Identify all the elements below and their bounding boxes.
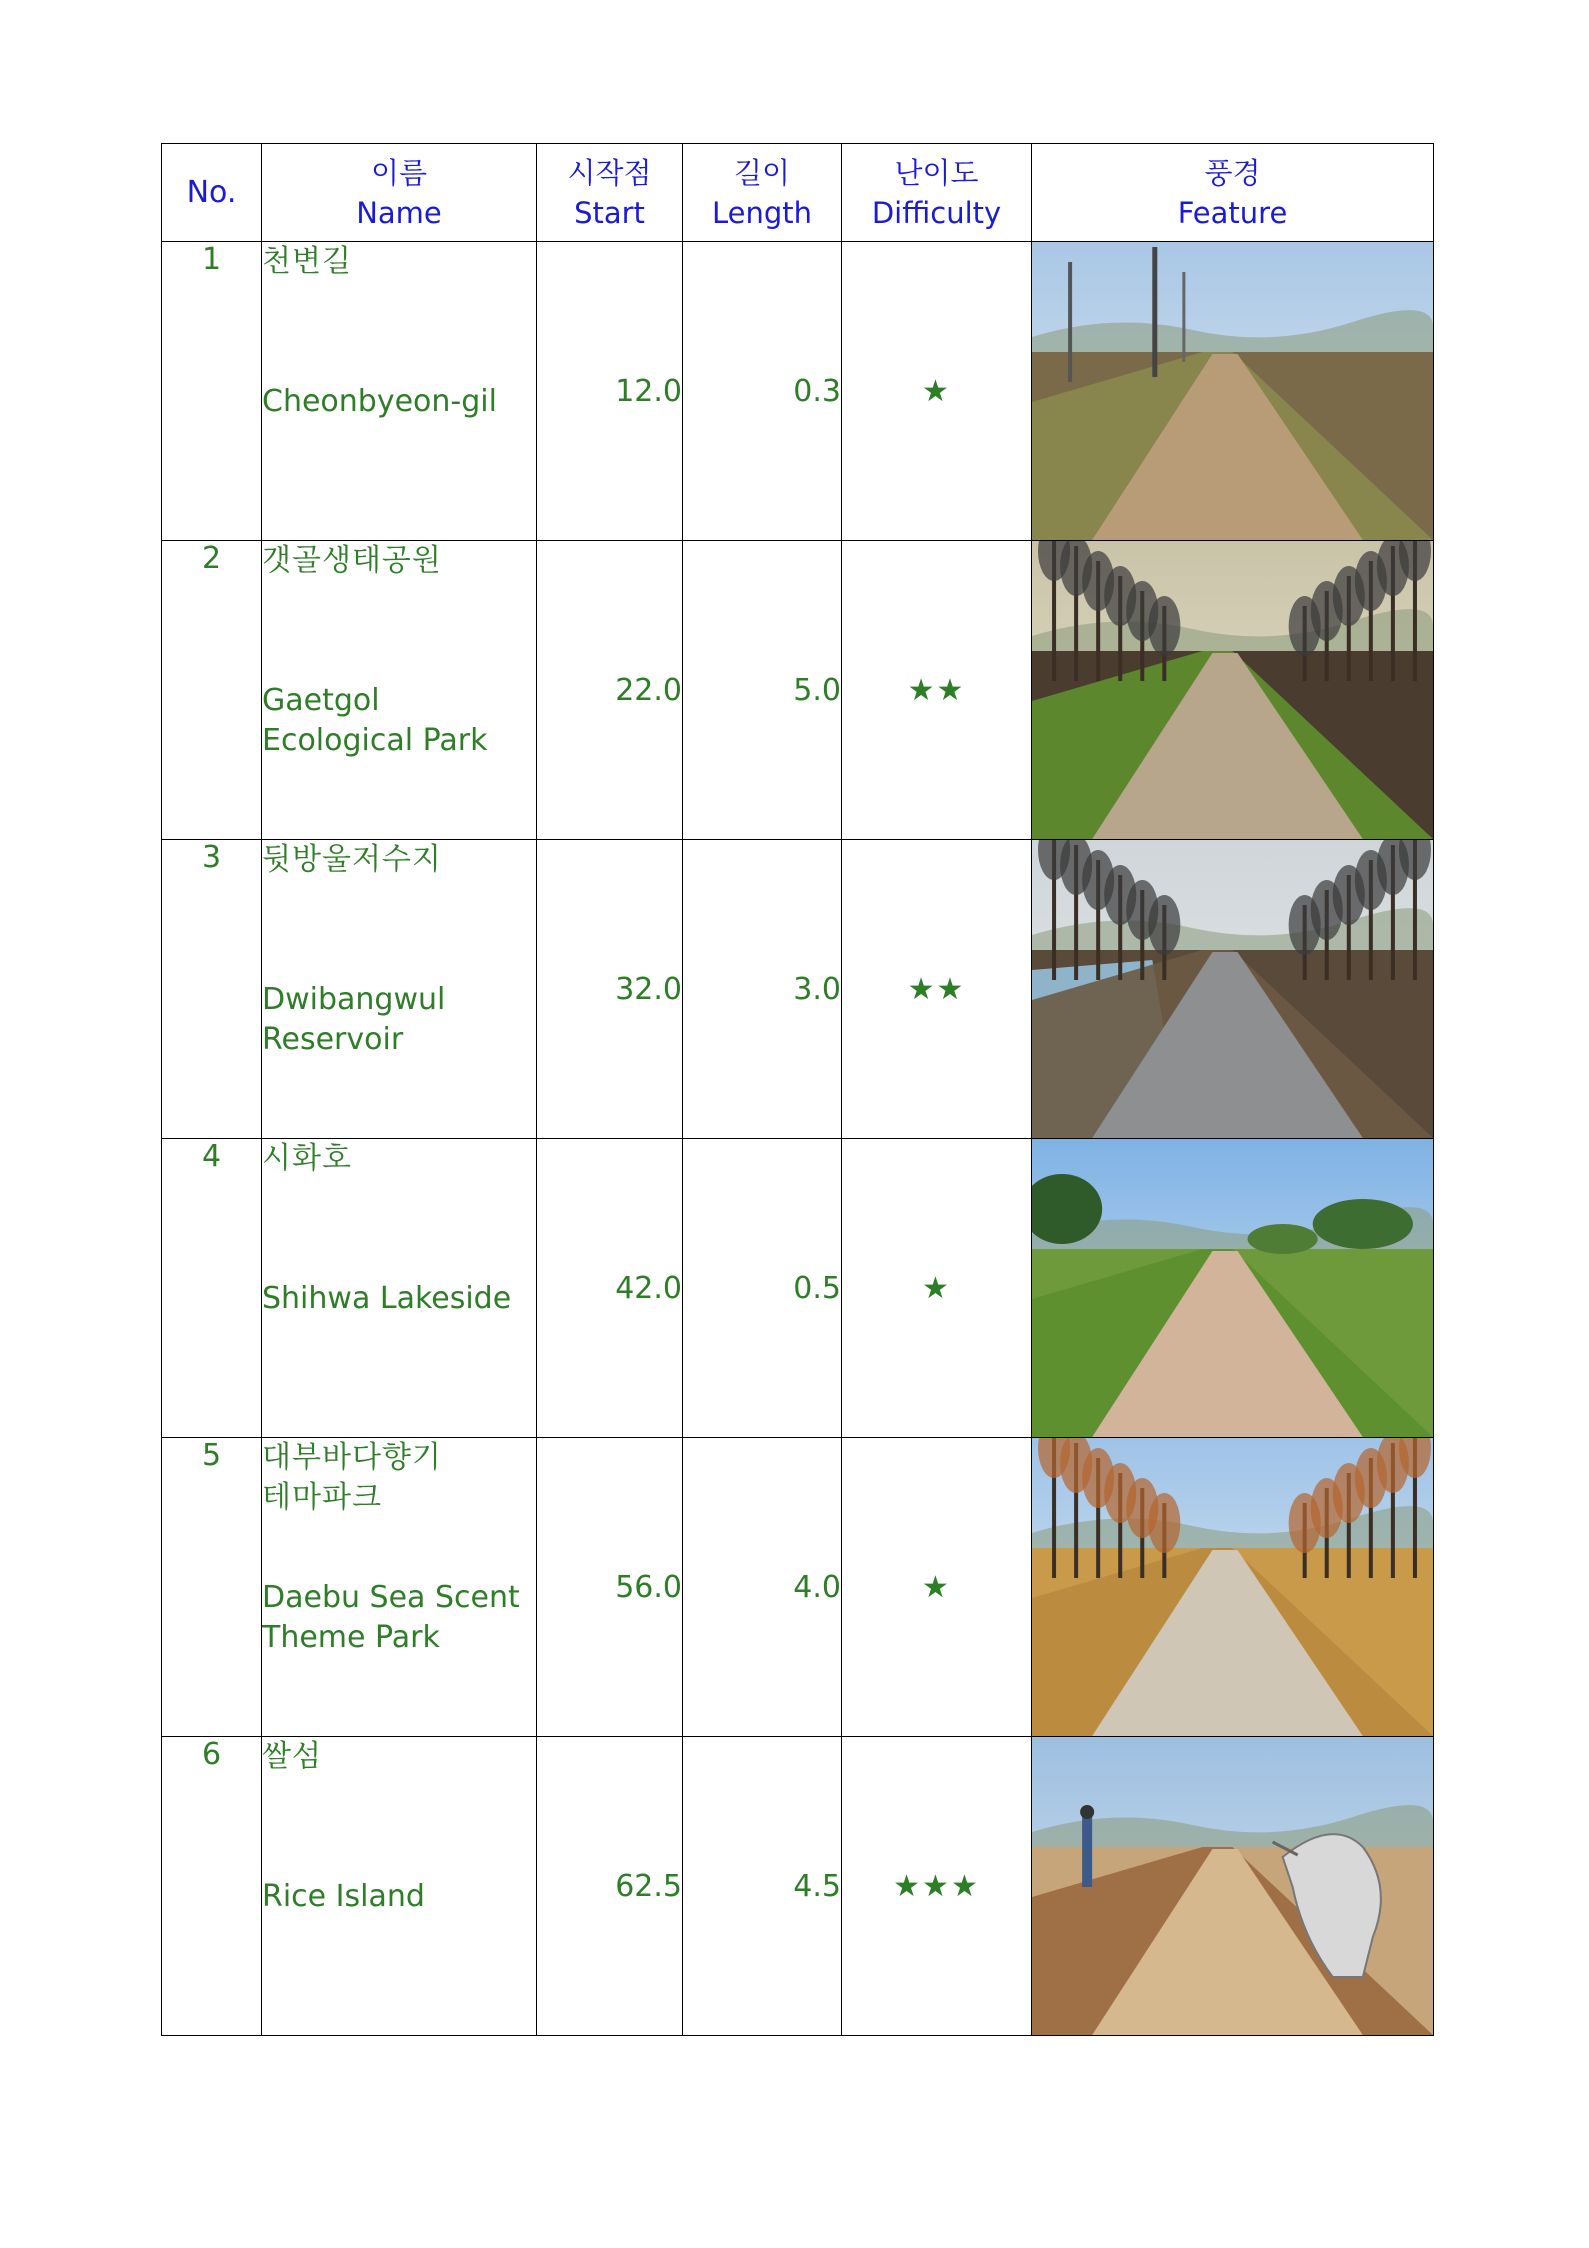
row-name-en: Dwibangwul Reservoir (262, 982, 446, 1057)
table-row (162, 1737, 1434, 2036)
row-name-en: Cheonbyeon-gil (262, 384, 497, 419)
row-number: 4 (162, 1139, 262, 1438)
row-start: 62.5 (537, 1737, 683, 2036)
row-name (262, 1438, 537, 1737)
landscape-photo (1032, 1139, 1433, 1437)
table-row (162, 541, 1434, 840)
row-name (262, 840, 537, 1139)
row-feature-photo (1032, 541, 1434, 840)
row-name-kr: 쌀섬 (262, 1739, 322, 1774)
row-number: 6 (162, 1737, 262, 2036)
header-start (537, 144, 683, 242)
row-name-kr: 대부바다향기 테마파크 (262, 1440, 442, 1515)
row-start: 56.0 (537, 1438, 683, 1737)
row-number: 1 (162, 242, 262, 541)
header-length-en: Length (711, 195, 813, 230)
row-name (262, 541, 537, 840)
header-feature-en: Feature (1177, 195, 1288, 230)
landscape-photo (1032, 840, 1433, 1138)
row-difficulty: ★★★ (842, 1737, 1032, 2036)
table-row (162, 1438, 1434, 1737)
row-name (262, 1737, 537, 2036)
table-row (162, 840, 1434, 1139)
row-name (262, 1139, 537, 1438)
header-length-kr: 길이 (733, 155, 791, 190)
row-start: 42.0 (537, 1139, 683, 1438)
row-length: 3.0 (683, 840, 842, 1139)
row-number: 3 (162, 840, 262, 1139)
header-difficulty (842, 144, 1032, 242)
landscape-photo (1032, 541, 1433, 839)
header-no-label: No. (186, 174, 237, 210)
landscape-photo (1032, 242, 1433, 540)
table-row (162, 1139, 1434, 1438)
row-number: 5 (162, 1438, 262, 1737)
row-name-en: Shihwa Lakeside (262, 1281, 512, 1316)
row-start: 12.0 (537, 242, 683, 541)
header-start-en: Start (574, 195, 645, 230)
row-name (262, 242, 537, 541)
row-length: 0.5 (683, 1139, 842, 1438)
row-name-en: Rice Island (262, 1879, 425, 1914)
row-name-kr: 시화호 (262, 1141, 352, 1176)
row-number: 2 (162, 541, 262, 840)
row-feature-photo (1032, 1737, 1434, 2036)
header-feature (1032, 144, 1434, 242)
row-name-kr: 갯골생태공원 (262, 543, 442, 578)
header-name-en: Name (356, 195, 442, 230)
header-feature-kr: 풍경 (1204, 155, 1261, 190)
row-difficulty: ★ (842, 1438, 1032, 1737)
row-length: 0.3 (683, 242, 842, 541)
row-name-kr: 천변길 (262, 244, 352, 279)
landscape-photo (1032, 1737, 1433, 2035)
header-row (162, 144, 1434, 242)
row-length: 4.5 (683, 1737, 842, 2036)
header-start-kr: 시작점 (567, 155, 652, 190)
row-feature-photo (1032, 242, 1434, 541)
row-difficulty: ★★ (842, 541, 1032, 840)
row-length: 4.0 (683, 1438, 842, 1737)
header-name-kr: 이름 (370, 155, 428, 190)
table-row (162, 242, 1434, 541)
row-feature-photo (1032, 1438, 1434, 1737)
row-start: 32.0 (537, 840, 683, 1139)
row-difficulty: ★★ (842, 840, 1032, 1139)
row-difficulty: ★ (842, 242, 1032, 541)
row-name-en: Daebu Sea Scent Theme Park (262, 1580, 520, 1655)
route-table (161, 143, 1434, 2036)
row-feature-photo (1032, 1139, 1434, 1438)
header-name (262, 144, 537, 242)
header-difficulty-kr: 난이도 (894, 155, 979, 190)
header-difficulty-en: Difficulty (871, 195, 1002, 230)
row-difficulty: ★ (842, 1139, 1032, 1438)
header-length (683, 144, 842, 242)
row-length: 5.0 (683, 541, 842, 840)
landscape-photo (1032, 1438, 1433, 1736)
row-feature-photo (1032, 840, 1434, 1139)
row-name-en: Gaetgol Ecological Park (262, 683, 488, 758)
row-name-kr: 뒷방울저수지 (262, 842, 442, 877)
row-start: 22.0 (537, 541, 683, 840)
header-no (162, 144, 262, 242)
